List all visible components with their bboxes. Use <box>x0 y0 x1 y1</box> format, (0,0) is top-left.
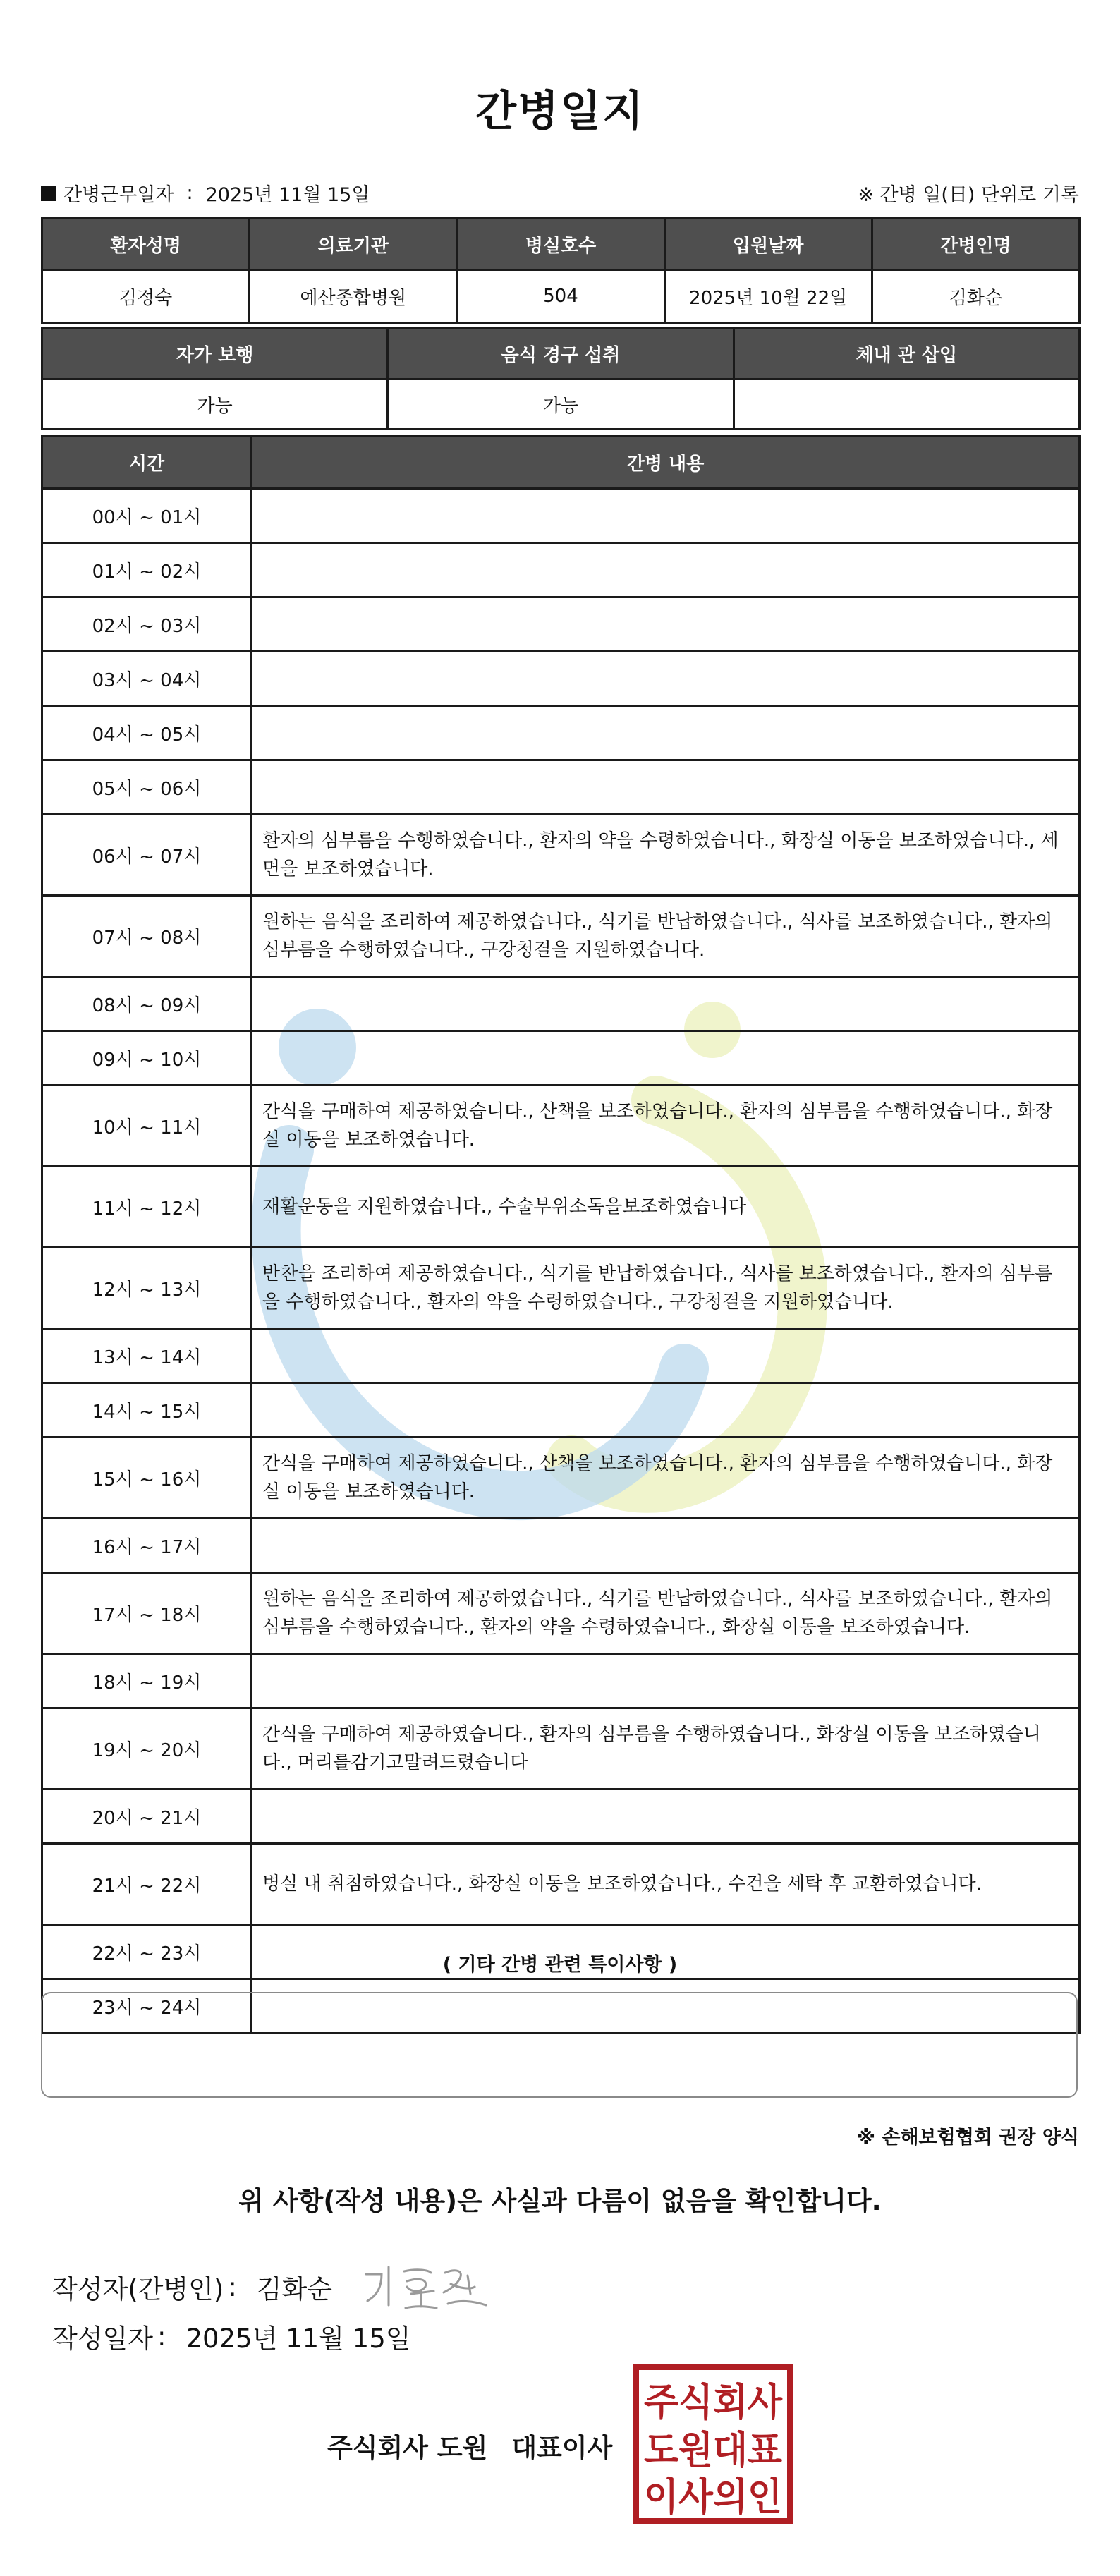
writer-row: 작성자(간병인) : 김화순 <box>52 2259 494 2315</box>
table-row <box>42 815 1080 896</box>
walking-status: 가능 <box>42 379 388 430</box>
written-date-value: 2025년 11월 15일 <box>185 2323 411 2354</box>
table-row <box>42 896 1080 977</box>
care-note-cell <box>252 652 1080 706</box>
header-room: 병실호수 <box>457 219 664 270</box>
table-row <box>42 706 1080 760</box>
time-cell: 10시 ~ 11시 <box>42 1086 252 1167</box>
care-log-table <box>41 435 1081 2034</box>
confirmation-statement: 위 사항(작성 내용)은 사실과 다름이 없음을 확인합니다. <box>238 2186 882 2216</box>
patient-name: 김정숙 <box>42 270 250 323</box>
special-notes-box <box>41 1992 1078 2098</box>
writer-name: 김화순 <box>256 2274 333 2304</box>
time-cell: 18시 ~ 19시 <box>42 1654 252 1708</box>
header-care-content: 간병 내용 <box>252 436 1080 489</box>
table-row <box>42 1708 1080 1790</box>
time-cell: 13시 ~ 14시 <box>42 1329 252 1383</box>
care-note-cell <box>252 597 1080 652</box>
table-row <box>42 1031 1080 1086</box>
header-time: 시간 <box>42 436 252 489</box>
time-cell: 06시 ~ 07시 <box>42 815 252 896</box>
room-number: 504 <box>457 270 664 323</box>
company-name: 주식회사 도원 <box>327 2433 488 2463</box>
time-cell: 21시 ~ 22시 <box>42 1844 252 1925</box>
time-cell: 08시 ~ 09시 <box>42 977 252 1031</box>
care-note-cell <box>252 1654 1080 1708</box>
table-row <box>42 652 1080 706</box>
svg-text:도원대표: 도원대표 <box>644 2428 782 2472</box>
company-role: 대표이사 <box>511 2433 613 2463</box>
care-note-cell <box>252 760 1080 815</box>
handwritten-signature <box>360 2259 494 2315</box>
time-cell: 11시 ~ 12시 <box>42 1167 252 1248</box>
care-note-cell <box>252 706 1080 760</box>
table-row <box>42 1438 1080 1519</box>
patient-info-table <box>41 217 1081 324</box>
time-cell: 23시 ~ 24시 <box>42 1979 252 2034</box>
header-tube: 체내 관 삽입 <box>734 328 1079 379</box>
time-cell: 22시 ~ 23시 <box>42 1925 252 1979</box>
time-cell: 16시 ~ 17시 <box>42 1519 252 1573</box>
svg-text:주식회사: 주식회사 <box>644 2380 783 2424</box>
table-row <box>42 1167 1080 1248</box>
company-signature <box>327 2426 612 2465</box>
table-row <box>42 1519 1080 1573</box>
time-cell: 00시 ~ 01시 <box>42 489 252 543</box>
table-row <box>42 489 1080 543</box>
patient-status-table <box>41 327 1081 430</box>
table-row <box>42 1248 1080 1329</box>
care-note-cell <box>252 977 1080 1031</box>
written-date-label: 작성일자 <box>52 2323 153 2354</box>
care-note-cell: 간식을 구매하여 제공하였습니다., 산책을 보조하였습니다., 환자의 심부름을 수행하였습니다., 화장실 이동을 보조하였습니다. <box>252 1438 1080 1519</box>
care-note-cell: 반찬을 조리하여 제공하였습니다., 식기를 반납하였습니다., 식사를 보조하였습니다., 환자의 심부름을 수행하였습니다., 환자의 약을 수령하였습니다., 구강청결을 지원하였습니다. <box>252 1248 1080 1329</box>
work-date-label: 간병근무일자 <box>63 184 174 206</box>
care-note-cell <box>252 1383 1080 1438</box>
table-row <box>42 760 1080 815</box>
time-cell: 03시 ~ 04시 <box>42 652 252 706</box>
time-cell: 09시 ~ 10시 <box>42 1031 252 1086</box>
care-note-cell <box>252 1519 1080 1573</box>
work-date: 간병근무일자 : 2025년 11월 15일 <box>41 179 370 207</box>
header-oral-intake: 음식 경구 섭취 <box>388 328 734 379</box>
table-row <box>42 1573 1080 1654</box>
writer-label: 작성자(간병인) <box>52 2274 224 2304</box>
care-note-cell <box>252 1329 1080 1383</box>
care-note-cell <box>252 489 1080 543</box>
time-cell: 07시 ~ 08시 <box>42 896 252 977</box>
table-row <box>42 1790 1080 1844</box>
time-cell: 01시 ~ 02시 <box>42 543 252 597</box>
oral-intake-status: 가능 <box>388 379 734 430</box>
work-date-value: 2025년 11월 15일 <box>205 184 370 206</box>
hospital: 예산종합병원 <box>250 270 457 323</box>
special-notes-title: ( 기타 간병 관련 특이사항 ) <box>442 1954 678 1976</box>
admission-date: 2025년 10월 22일 <box>664 270 872 323</box>
care-note-cell: 환자의 심부름을 수행하였습니다., 환자의 약을 수령하였습니다., 화장실 이동을 보조하였습니다., 세면을 보조하였습니다. <box>252 815 1080 896</box>
header-walking: 자가 보행 <box>42 328 388 379</box>
table-row <box>42 1329 1080 1383</box>
time-cell: 20시 ~ 21시 <box>42 1790 252 1844</box>
care-note-cell: 원하는 음식을 조리하여 제공하였습니다., 식기를 반납하였습니다., 식사를 보조하였습니다., 환자의 심부름을 수행하였습니다., 구강청결을 지원하였습니다. <box>252 896 1080 977</box>
table-row <box>42 543 1080 597</box>
table-row <box>42 1383 1080 1438</box>
header-admission-date: 입원날짜 <box>664 219 872 270</box>
company-seal <box>633 2364 793 2524</box>
time-cell: 19시 ~ 20시 <box>42 1708 252 1790</box>
recommend-note: ※ 손해보험협회 권장 양식 <box>856 2127 1079 2149</box>
header-patient-name: 환자성명 <box>42 219 250 270</box>
table-row <box>42 1844 1080 1925</box>
table-row <box>42 597 1080 652</box>
table-row <box>42 977 1080 1031</box>
care-note-cell: 병실 내 취침하였습니다., 화장실 이동을 보조하였습니다., 수건을 세탁 후 교환하였습니다. <box>252 1844 1080 1925</box>
unit-note: ※ 간병 일(日) 단위로 기록 <box>858 184 1079 206</box>
svg-text:이사의인: 이사의인 <box>644 2474 782 2519</box>
care-note-cell <box>252 1031 1080 1086</box>
square-bullet-icon <box>41 186 56 201</box>
header-caregiver-name: 간병인명 <box>872 219 1079 270</box>
time-cell: 04시 ~ 05시 <box>42 706 252 760</box>
care-note-cell <box>252 543 1080 597</box>
care-note-cell: 간식을 구매하여 제공하였습니다., 환자의 심부름을 수행하였습니다., 화장실 이동을 보조하였습니다., 머리를감기고말려드렸습니다 <box>252 1708 1080 1790</box>
time-cell: 05시 ~ 06시 <box>42 760 252 815</box>
written-date-row: 작성일자 : 2025년 11월 15일 <box>52 2317 411 2355</box>
care-note-cell: 원하는 음식을 조리하여 제공하였습니다., 식기를 반납하였습니다., 식사를 보조하였습니다., 환자의 심부름을 수행하였습니다., 환자의 약을 수령하였습니다., 화장실 이동을 보조하였습니다. <box>252 1573 1080 1654</box>
tube-status <box>734 379 1079 430</box>
care-note-cell: 간식을 구매하여 제공하였습니다., 산책을 보조하였습니다., 환자의 심부름을 수행하였습니다., 화장실 이동을 보조하였습니다. <box>252 1086 1080 1167</box>
time-cell: 14시 ~ 15시 <box>42 1383 252 1438</box>
caregiver-name: 김화순 <box>872 270 1079 323</box>
header-hospital: 의료기관 <box>250 219 457 270</box>
time-cell: 15시 ~ 16시 <box>42 1438 252 1519</box>
time-cell: 02시 ~ 03시 <box>42 597 252 652</box>
time-cell: 17시 ~ 18시 <box>42 1573 252 1654</box>
care-note-cell: 재활운동을 지원하였습니다., 수술부위소독을보조하였습니다 <box>252 1167 1080 1248</box>
document-title: 간병일지 <box>475 87 645 136</box>
table-row <box>42 1654 1080 1708</box>
care-note-cell <box>252 1790 1080 1844</box>
table-row <box>42 1086 1080 1167</box>
time-cell: 12시 ~ 13시 <box>42 1248 252 1329</box>
